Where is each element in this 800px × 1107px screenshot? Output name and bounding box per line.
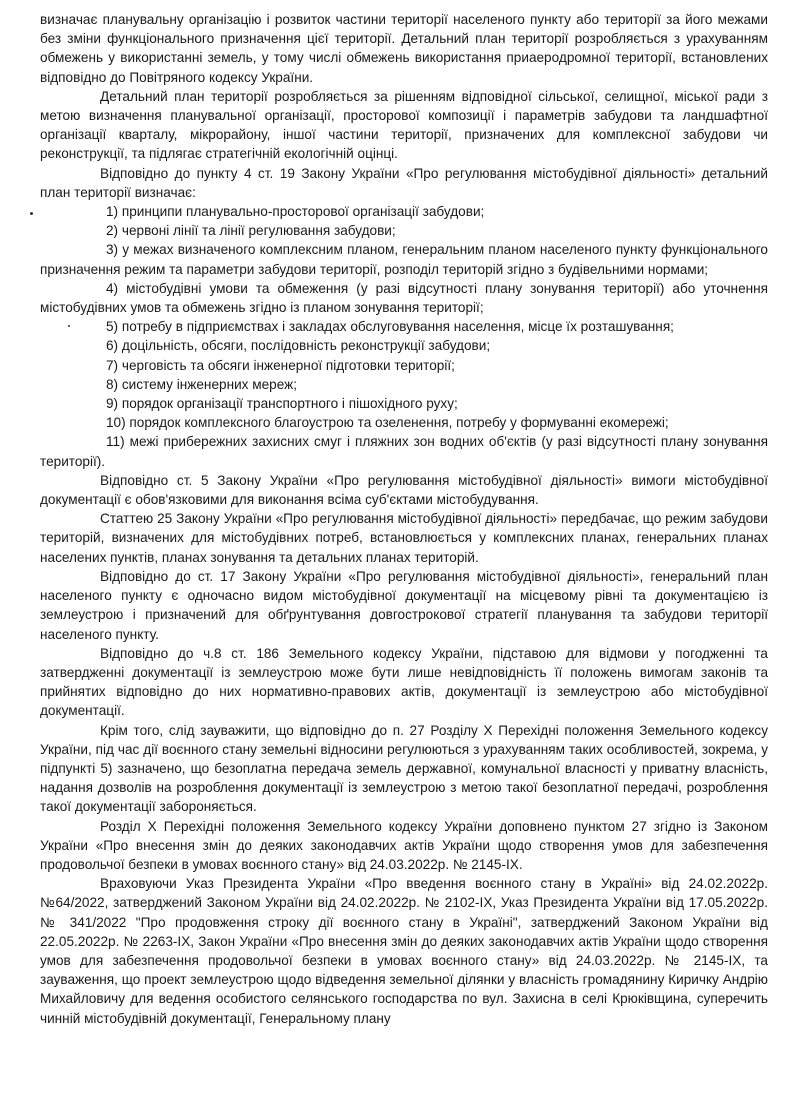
list-item: 3) у межах визначеного комплексним планом, генеральним планом населеного пункту функціонального призначення режим та параметри забудови території, розподіл територій згідно з будівельними нормами; <box>40 242 768 277</box>
paragraph-presidential-decree: Враховуючи Указ Президента України «Про введення воєнного стану в Україні» від 24.02.2022р. №64/2022, затверджений Законом України від 24.02.2022р. № 2102-IX, Указ Президента України від 17.05.2022р. № 341/2022 "Про продовження строку дії воєнного стану в Україні", затверджений Законом України від 22.05.2022р. № 2263-IX, Закон України «Про внесення змін до деяких законодавчих актів України щодо створення умов для забезпечення продовольчої безпеки в умовах воєнного стану» від 24.03.2022р. № 2145-IX, та зауваження, що проект землеустрою щодо відведення земельної ділянки у власність громадянину Киричку Андрію Михайловичу для ведення особистого селянського господарства по вул. Захисна в селі Крюківщина, суперечить чинній містобудівній документації, Генеральному плану <box>40 876 768 1026</box>
paragraph-detailed-plan-purpose: визначає планувальну організацію і розвиток частини території населеного пункту або території за його межами без зміни функціонального призначення цієї території. Детальний план території розробляється з урахуванням обмежень у використанні земель, у тому числі обмежень використання приаеродромної території, встановлених відповідно до Повітряного кодексу України. <box>40 12 768 85</box>
scan-speck <box>30 212 33 215</box>
paragraph-article-25: Статтею 25 Закону України «Про регулювання містобудівної діяльності» передбачає, що режим забудови територій, визначених для містобудівних потреб, встановлюється у комплексних планах, генеральних планах населених пунктів, планах зонування та детальних планах територій. <box>40 511 768 565</box>
paragraph-detailed-plan-development: Детальний план території розробляється за рішенням відповідної сільської, селищної, міської ради з метою визначення планувальної організації, просторової композиції і параметрів забудови та ландшафтної організації кварталу, мікрорайону, іншої частини території, призначених для комплексної забудови чи реконструкції, та підлягає стратегічній екологічній оцінці. <box>40 88 768 162</box>
paragraph-article-5: Відповідно ст. 5 Закону України «Про регулювання містобудівної діяльності» вимоги містобудівної документації є обов'язковими для виконання всіма суб'єктами містобудування. <box>40 472 768 508</box>
list-item: 8) систему інженерних мереж; <box>106 376 297 392</box>
paragraph-section-x-amendment: Розділ X Перехідні положення Земельного кодексу України доповнено пунктом 27 згідно із Законом України «Про внесення змін до деяких законодавчих актів України щодо створення умов для забезпечення продовольчої безпеки в умовах воєнного стану» від 24.03.2022р. № 2145-IX. <box>40 818 768 872</box>
paragraph-article-17: Відповідно до ст. 17 Закону України «Про регулювання містобудівної діяльності», генеральний план населеного пункту є одночасно видом містобудівної документації на місцевому рівні та документацією із землеустрою і призначений для обґрунтування довгострокової стратегії планування та забудови території населеного пункту. <box>40 568 768 642</box>
list-item: 10) порядок комплексного благоустрою та озеленення, потребу у формуванні екомережі; <box>106 415 669 431</box>
list-item: 2) червоні лінії та лінії регулювання забудови; <box>106 223 396 239</box>
list-item: 1) принципи планувально-просторової організації забудови; <box>106 204 485 220</box>
list-item: 5) потребу в підприємствах і закладах обслуговування населення, місце їх розташування; <box>106 319 674 335</box>
paragraph-article-186: Відповідно до ч.8 ст. 186 Земельного кодексу України, підставою для відмови у погодженні та затвердженні документації із землеустрою може бути лише невідповідність її положень вимогам законів та прийнятих відповідно до них нормативно-правових актів, документації із землеустрою або містобудівної документації. <box>40 645 768 719</box>
list-item: 4) містобудівні умови та обмеження (у разі відсутності плану зонування території) або уточнення містобудівних умов та обмежень згідно із планом зонування території; <box>40 280 768 316</box>
paragraph-article-19-intro: Відповідно до пункту 4 ст. 19 Закону України «Про регулювання містобудівної діяльності» детальний план території визначає: <box>40 165 768 200</box>
paragraph-martial-law-provisions: Крім того, слід зауважити, що відповідно до п. 27 Розділу X Перехідні положення Земельного кодексу України, під час дії воєнного стану земельні відносини регулюються з урахуванням таких особливостей, зокрема, у підпункті 5) зазначено, що безоплатна передача земель державної, комунальної власності у приватну власність, надання дозволів на розроблення документації із землеустрою з метою такої безоплатної передачі, розроблення такої документації забороняється. <box>40 722 768 815</box>
list-item: 7) черговість та обсяги інженерної підготовки території; <box>106 357 455 373</box>
document-page <box>40 10 768 1028</box>
list-item: 9) порядок організації транспортного і пішохідного руху; <box>106 396 458 412</box>
scan-speck <box>68 325 70 327</box>
list-item: 6) доцільність, обсяги, послідовність реконструкції забудови; <box>106 338 491 354</box>
list-item: 11) межі прибережних захисних смуг і пляжних зон водних об'єктів (у разі відсутності плану зонування території). <box>40 434 768 469</box>
